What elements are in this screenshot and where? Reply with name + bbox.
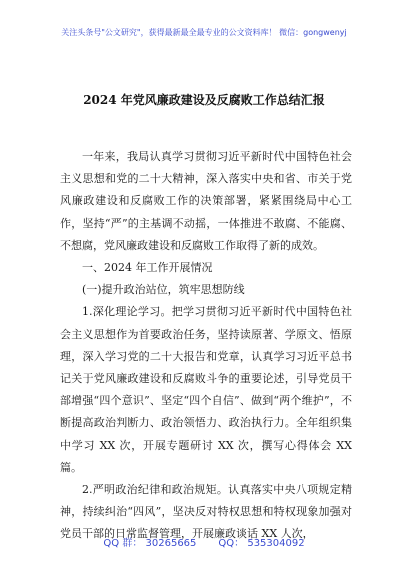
document-body — [60, 146, 352, 546]
body-paragraph: 1.深化理论学习。把学习贯彻习近平新时代中国特色社会主义思想作为首要政治任务，坚持读原著、学原文、悟原理，深入学习党的二十大报告和党章，认真学习习近平总书记关于党风廉政建设和反腐败斗争的重要论述，引导党员干部增强“四个意识”、坚定“四个自信”、做到“两个维护”，不断提高政治判断力、政治领悟力、政治执行力。全年组织集中学习 XX 次，开展专题研讨 XX 次，撰写心得体会 XX 篇。 — [60, 305, 352, 474]
qq-group-number: QQ 群： 30265665 — [103, 538, 197, 549]
subsection-heading: (一)提升政治站位，筑牢思想防线 — [82, 283, 245, 297]
qq-number: QQ： 535304092 — [218, 538, 305, 549]
body-paragraph: 2.严明政治纪律和政治规矩。认真落实中央八项规定精神，持续纠治“四风”，坚决反对特权思想和特权现象加强对党员干部的日常监督管理，开展廉政谈话 XX 人次， — [60, 483, 352, 541]
footer-contact — [0, 534, 408, 549]
section-heading: 一、2024 年工作开展情况 — [82, 261, 213, 275]
header-banner: 关注头条号"公文研究"，获得最新最全最专业的公文资料库！ 微信：gongwenyj — [61, 28, 347, 37]
document-title: 2024 年党风廉政建设及反腐败工作总结汇报 — [83, 93, 325, 107]
intro-paragraph: 一年来，我局认真学习贯彻习近平新时代中国特色社会主义思想和党的二十大精神，深入落实中央和省、市关于党风廉政建设和反腐败工作的决策部署，紧紧围绕局中心工作，坚持“严”的主基调不动摇，一体推进不敢腐、不能腐、不想腐，党风廉政建设和反腐败工作取得了新的成效。 — [60, 150, 352, 252]
